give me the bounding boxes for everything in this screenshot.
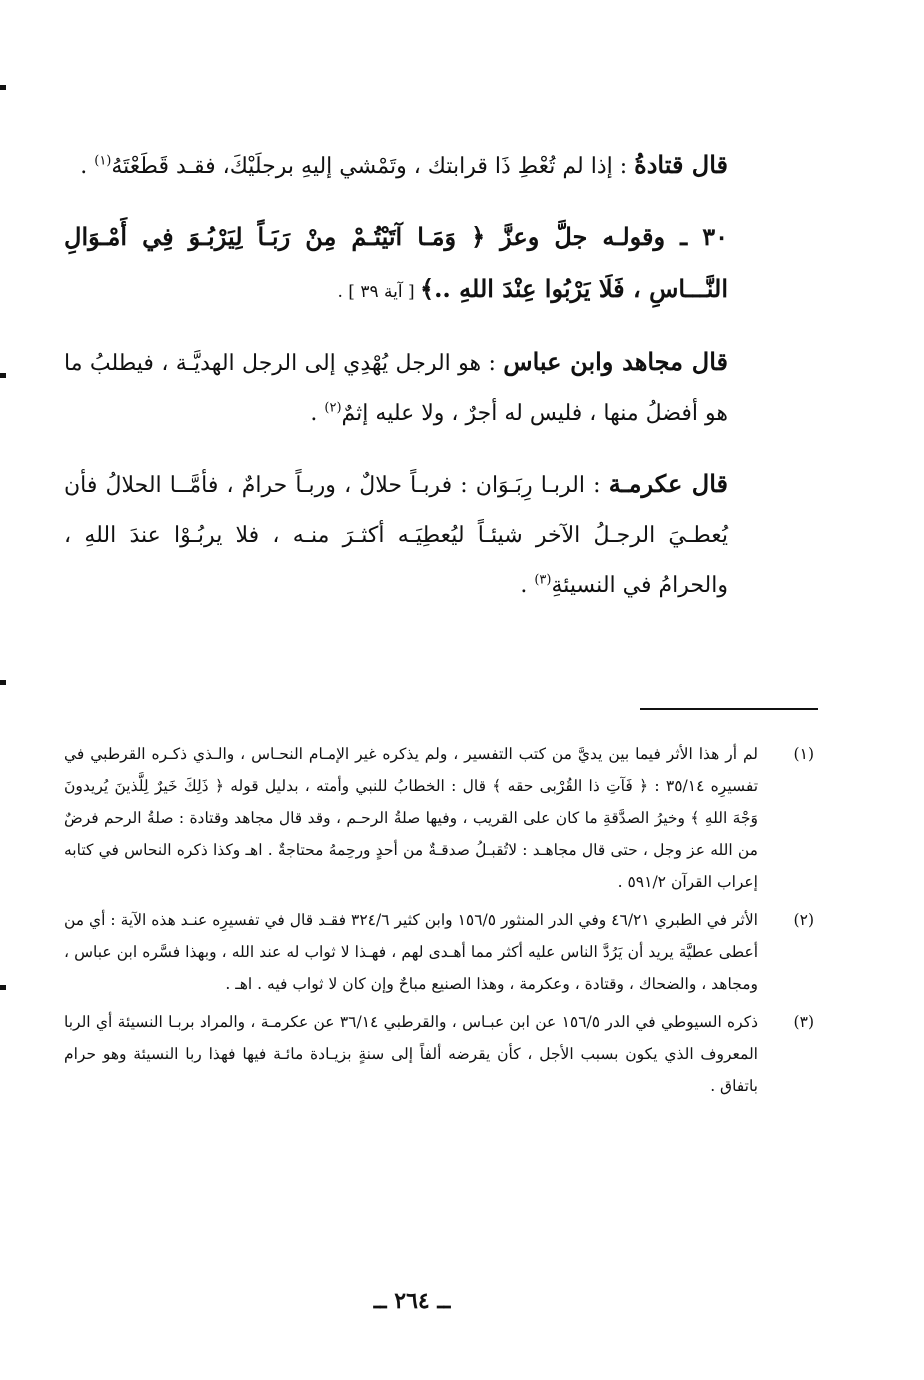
paragraph-qatada: قال قتادةُ : إذا لم تُعْطِ ذَا قرابتك ، وتَمْشي إليهِ برجلَيْكَ، فقـد قَطَعْتَهُ$^{(١)}$ . (80, 150, 728, 179)
item-number: ٣٠ ـ (680, 222, 728, 251)
main-text (64, 140, 728, 631)
footnote-item (64, 1006, 814, 1102)
verse-reference: [ آية ٣٩ ] . (337, 282, 420, 302)
footnote-ref-1[interactable]: (١) (94, 153, 112, 169)
item-intro: وقولـه جلَّ وعزَّ (485, 222, 681, 251)
footnote-number: (٣) (793, 1013, 814, 1031)
paragraph-mujahid: قال مجاهد وابن عباس : هو الرجل يُهْدِي إلى الرجل الهديَّـة ، فيطلبُ ما هو أفضلُ منها ، فليس له أجرٌ ، ولا عليه إثمٌ$^{(٢)}$ . (64, 347, 728, 426)
footnote-ref-2[interactable]: (٢) (324, 400, 342, 416)
margin-mark (0, 85, 6, 90)
qatada-text: : إذا لم تُعْطِ ذَا قرابتك ، وتَمْشي إليهِ برجلَيْكَ، فقـد قَطَعْتَهُ (111, 154, 635, 179)
margin-mark (0, 985, 6, 990)
footnote-separator (640, 708, 818, 710)
ikrima-text: : الربـا رِبَـوَان : فربـاً حلالٌ ، وربـاً حرامٌ ، فأمَّــا الحلالُ فأن يُعطـيَ الرجـلُ الآخر شيئـاً ليُعطِيَـه أكثـرَ منـه ، فلا يربُـوْا عندَ اللهِ ، والحرامُ في النسيئةِ (64, 473, 728, 598)
footnote-item (64, 904, 814, 1000)
footnote-text: ذكره السيوطي في الدر ١٥٦/٥ عن ابن عبـاس ، والقرطبي ٣٦/١٤ عن عكرمـة ، والمراد بربـا النسيئة أي الربا المعروف الذي يكون بسبب الأجل ، كأن يقرضه ألفاً إلى سنةٍ بزيـادة مائـة فيها فهذا ربا النسيئة وهو حرام باتفاق . (64, 1013, 758, 1095)
margin-mark (0, 680, 6, 685)
footnote-text: لم أر هذا الأثر فيما بين يديَّ من كتب التفسير ، ولم يذكره غير الإمـام النحـاس ، والـذي ذكـره القرطبي في تفسيرِه ٣٥/١٤ : ﴿ فَآتِ ذا القُرْبى حقه ﴾ قال : الخطابُ للنبي وأمته ، بدليل قوله ﴿ ذَلِكَ خَيرٌ لِلَّذينَ يُريدونَ وَجْهَ اللهِ ﴾ وخيرُ الصدَّقةِ ما كان على القريب ، وفيها صلةُ الرحـم ، وقد قال مجاهد وقتادة : صلةُ الرحم فرضٌ من الله عز وجل ، حتى قال مجاهـد : لاتُقبـلُ صدقـةٌ من أحدٍ ورحِمهُ محتاجةٌ . اهـ وكذا ذكره النحاس في كتابه إعراب القرآن ٥٩١/٢ . (64, 745, 759, 891)
margin-mark (0, 373, 6, 378)
paragraph-item-30 (64, 212, 728, 317)
footnote-item (64, 738, 814, 898)
mujahid-text: : هو الرجل يُهْدِي إلى الرجل الهديَّـة ، فيطلبُ ما هو أفضلُ منها ، فليس له أجرٌ ، ولا عليه إثمٌ (64, 351, 728, 426)
footnote-ref-3[interactable]: (٣) (534, 572, 552, 588)
footnotes (64, 738, 814, 1108)
page-number: ــ ٢٦٤ ــ (373, 1288, 451, 1314)
footnote-number: (٢) (793, 911, 814, 929)
footnote-text: الأثر في الطبري ٤٦/٢١ وفي الدر المنثور ١٥٦/٥ وابن كثير ٣٢٤/٦ فقـد قال في تفسيرِه عنـد هذه الآية : أي من أعطى عطيَّة يريد أن يَرُدَّ الناس عليه أكثر مما أهـدى لهم ، فهـذا لا ثواب له عند الله ، وبهذا فسَّره ابن عباس ، ومجاهد ، والضحاك ، وقتادة ، وعكرمة ، وهذا الصنيع مباحٌ وإن كان لا ثواب فيه . اهـ . (64, 911, 758, 993)
speaker-qatada: قال قتادةُ (634, 150, 728, 179)
speaker-ikrima: قال عكرمـة (608, 469, 729, 498)
paragraph-ikrima: قال عكرمـة : الربـا رِبَـوَان : فربـاً حلالٌ ، وربـاً حرامٌ ، فأمَّــا الحلالُ فأن يُعطـيَ الرجـلُ الآخر شيئـاً ليُعطِيَـه أكثـرَ منـه ، فلا يربُـوْا عندَ اللهِ ، والحرامُ في النسيئةِ$^{(٣)}$ . (64, 469, 729, 598)
speaker-mujahid: قال مجاهد وابن عباس (503, 347, 728, 376)
footnote-number: (١) (793, 745, 814, 763)
quran-verse: ﴿ وَمَـا آتَيْتُـمْ مِنْ رَبَـاً لِيَرْبُـوَ فِي أَمْـوَالِ النَّـــاسِ ، فَلَا يَرْبُوا عِنْدَ اللهِ ..﴾ (64, 222, 728, 303)
